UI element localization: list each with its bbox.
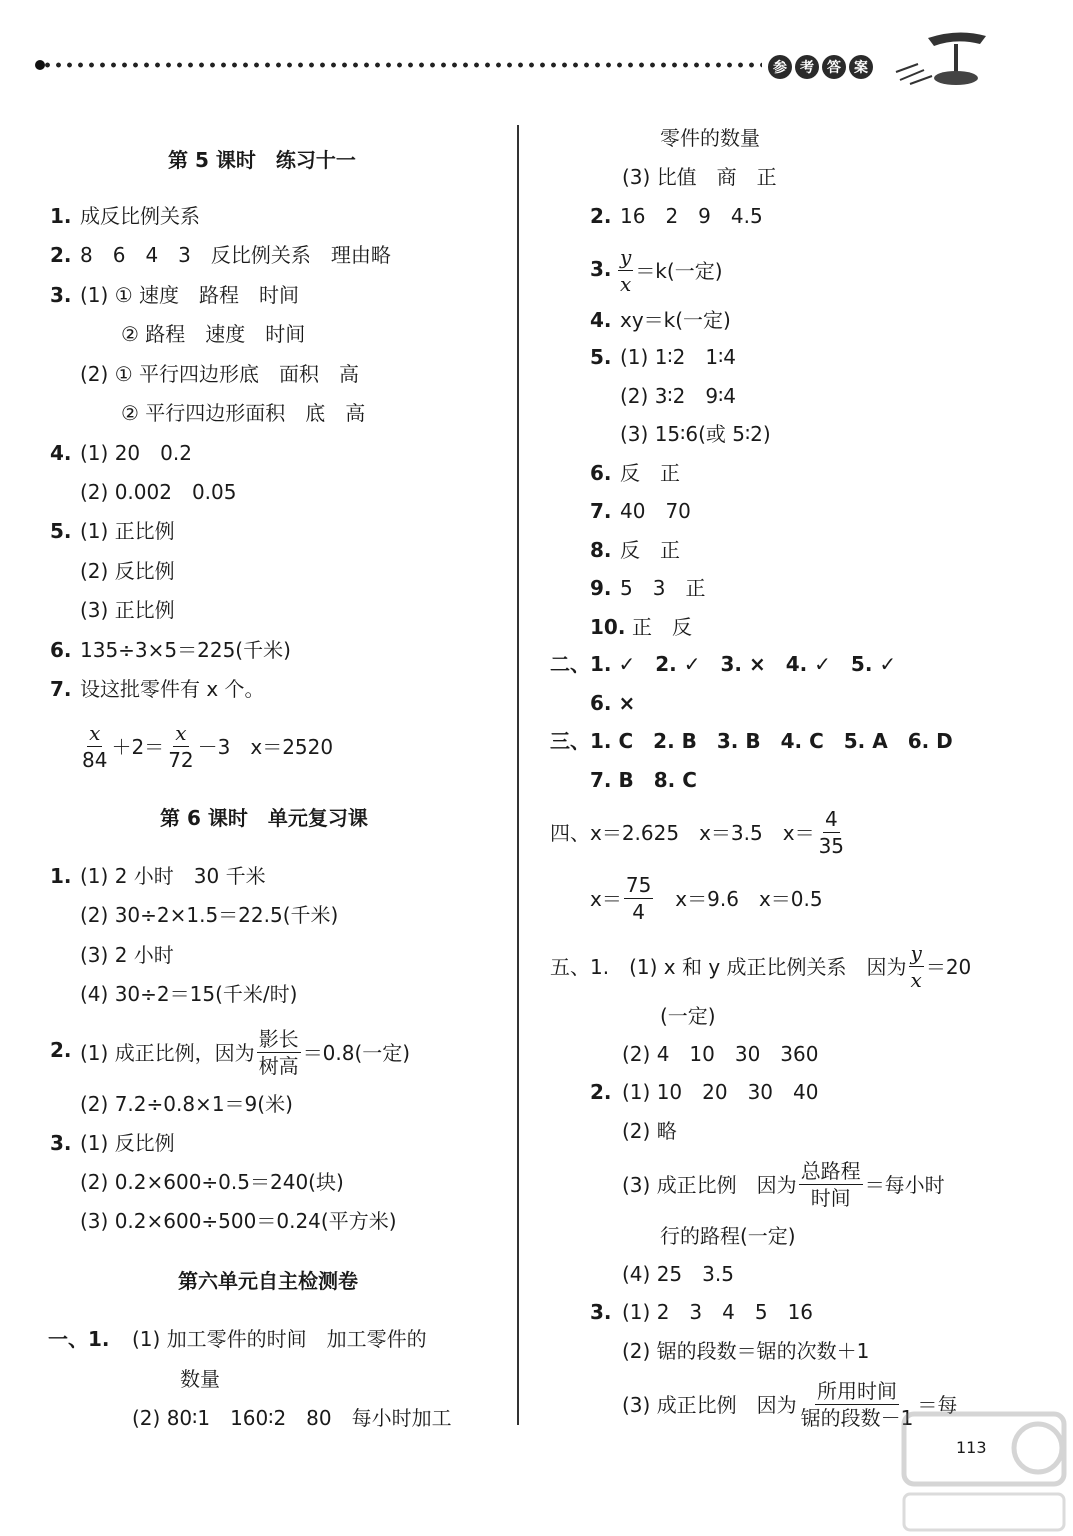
- q2-answer: 8 6 4 3 反比例关系 理由略: [80, 243, 391, 267]
- part5-q1-pre: 五、1. (1) x 和 y 成正比例关系 因为: [550, 954, 907, 979]
- r3-answer-a: (1) 反比例: [80, 1131, 175, 1155]
- rq10-answer: 正 反: [632, 615, 692, 639]
- q3-answer-c: (2) ① 平行四边形底 面积 高: [80, 362, 359, 386]
- part5-q2-frac-den: 时间: [810, 1186, 851, 1210]
- q3-answer-b: ② 路程 速度 时间: [121, 322, 306, 346]
- part5-q2-answer-e: (4) 25 3.5: [622, 1262, 734, 1286]
- part3-answers-b: 7. B 8. C: [590, 768, 697, 792]
- r1-answer-c: (3) 2 小时: [80, 943, 174, 967]
- rq5-answer-a: (1) 1∶2 1∶4: [620, 345, 736, 369]
- part5-q3-frac-den: 锯的段数－1: [800, 1406, 914, 1430]
- part5-q2-answer-b: (2) 略: [622, 1119, 677, 1143]
- rq3-post: ＝k(一定): [635, 258, 723, 283]
- rq4-answer: xy＝k(一定): [620, 308, 731, 332]
- part1-number: 一、1.: [48, 1327, 110, 1351]
- rq3-number: 3.: [590, 257, 612, 281]
- rq2-answer: 16 2 9 4.5: [620, 204, 763, 228]
- part5-q3-number: 3.: [590, 1300, 612, 1324]
- part5-q1-post: ＝20: [925, 954, 972, 979]
- q7-answer: 设这批零件有 x 个。: [80, 677, 265, 701]
- part5-q2-frac-num: 总路程: [800, 1159, 861, 1183]
- rq9-answer: 5 3 正: [620, 576, 706, 600]
- part5-q3-c-pre: (3) 成正比例 因为: [622, 1392, 797, 1417]
- q2-number: 2.: [50, 243, 72, 267]
- part5-q1-answer-a: [550, 942, 971, 991]
- q5-answer-b: (2) 反比例: [80, 559, 175, 583]
- q7-frac2-den: 72: [168, 748, 194, 772]
- rq3-frac-num: y: [620, 245, 632, 269]
- r3-answer-c: (3) 0.2×600÷500＝0.24(平方米): [80, 1209, 397, 1233]
- q4-number: 4.: [50, 441, 72, 465]
- header-badge-4: 案: [849, 55, 873, 79]
- r2-answer-b: (2) 7.2÷0.8×1＝9(米): [80, 1092, 293, 1116]
- part5-q1-answer-c: (2) 4 10 30 360: [622, 1042, 819, 1066]
- q1-answer: 成反比例关系: [80, 204, 200, 228]
- part5-q2-c-pre: (3) 成正比例 因为: [622, 1172, 797, 1197]
- part5-q2-answer-a: (1) 10 20 30 40: [622, 1080, 819, 1104]
- r2-a-pre: (1) 成正比例，因为: [80, 1040, 255, 1065]
- section-title-unit6-test: 第六单元自主检测卷: [178, 1269, 358, 1293]
- part2-answers-b: 6. ×: [590, 691, 636, 715]
- q1-number: 1.: [50, 204, 72, 228]
- part5-q2-answer-d: 行的路程(一定): [660, 1224, 796, 1248]
- part1-answer-b: 数量: [180, 1367, 220, 1391]
- r2-frac-num: 影长: [258, 1027, 299, 1051]
- part4-a-frac-den: 35: [818, 834, 845, 858]
- part5-q3-answer-a: (1) 2 3 4 5 16: [622, 1300, 814, 1324]
- part4-b-frac-den: 4: [632, 900, 645, 924]
- q5-answer-a: (1) 正比例: [80, 519, 175, 543]
- header-dotted-rule: [42, 61, 762, 69]
- rq4-number: 4.: [590, 308, 612, 332]
- part5-q1-frac-num: y: [910, 941, 922, 965]
- q7-number: 7.: [50, 677, 72, 701]
- part4-answers-b: [590, 874, 823, 923]
- q5-number: 5.: [50, 519, 72, 543]
- part4-b-pre: x＝: [590, 886, 622, 911]
- q6-answer: 135÷3×5＝225(千米): [80, 638, 291, 662]
- page-number: 113: [956, 1438, 987, 1457]
- part4-a-pre: 四、x＝2.625 x＝3.5 x＝: [550, 820, 815, 845]
- rq7-number: 7.: [590, 499, 612, 523]
- column-divider: [517, 125, 519, 1425]
- q4-answer-b: (2) 0.002 0.05: [80, 480, 237, 504]
- watermark-logo-icon: [898, 1408, 1073, 1536]
- rq6-number: 6.: [590, 461, 612, 485]
- part5-q3-frac-num: 所用时间: [817, 1379, 898, 1403]
- part5-q1-frac-den: x: [910, 968, 922, 992]
- desk-lamp-icon: [888, 22, 998, 92]
- part4-b-frac-num: 75: [625, 873, 652, 897]
- q7-frac2-num: x: [175, 721, 187, 745]
- part5-q3-c-post: ＝每: [917, 1392, 958, 1417]
- q7-eq-mid: ＋2＝: [111, 734, 165, 759]
- part4-a-frac-num: 4: [824, 807, 838, 831]
- q3-number: 3.: [50, 283, 72, 307]
- rq5-answer-b: (2) 3∶2 9∶4: [620, 384, 736, 408]
- q7-frac1-den: 84: [82, 748, 108, 772]
- q7-equation: [78, 722, 333, 771]
- part5-q3-answer-b: (2) 锯的段数＝锯的次数＋1: [622, 1339, 870, 1363]
- q3-answer-d: ② 平行四边形面积 底 高: [121, 401, 366, 425]
- rq7-answer: 40 70: [620, 499, 691, 523]
- rq9-number: 9.: [590, 576, 612, 600]
- rq8-answer: 反 正: [620, 538, 680, 562]
- r3-answer-b: (2) 0.2×600÷0.5＝240(块): [80, 1170, 344, 1194]
- r2-answer-a: [80, 1028, 410, 1077]
- r1-number: 1.: [50, 864, 72, 888]
- section-title-lesson5: 第 5 课时 练习十一: [168, 148, 356, 172]
- part5-q2-c-post: ＝每小时: [864, 1172, 945, 1197]
- part1-answer-a: (1) 加工零件的时间 加工零件的: [132, 1327, 427, 1351]
- header-badge-2: 考: [795, 55, 819, 79]
- right-continuation-2: (3) 比值 商 正: [622, 165, 777, 189]
- part4-b-post: x＝9.6 x＝0.5: [655, 886, 823, 911]
- header-badge-3: 答: [822, 55, 846, 79]
- r1-answer-d: (4) 30÷2＝15(千米/时): [80, 982, 298, 1006]
- part5-q2-number: 2.: [590, 1080, 612, 1104]
- r3-number: 3.: [50, 1131, 72, 1155]
- right-continuation-1: 零件的数量: [660, 126, 760, 150]
- header-badge-1: 参: [768, 55, 792, 79]
- q5-answer-c: (3) 正比例: [80, 598, 175, 622]
- q4-answer-a: (1) 20 0.2: [80, 441, 192, 465]
- part5-q1-answer-b: (一定): [660, 1004, 716, 1028]
- part4-answers-a: [550, 808, 848, 857]
- rq5-number: 5.: [590, 345, 612, 369]
- q6-number: 6.: [50, 638, 72, 662]
- r2-number: 2.: [50, 1038, 72, 1062]
- r2-frac-den: 树高: [258, 1054, 299, 1078]
- rq2-number: 2.: [590, 204, 612, 228]
- rq3-answer: [616, 246, 723, 295]
- q7-eq-end: －3 x＝2520: [197, 734, 334, 759]
- rq10-number: 10.: [590, 615, 626, 639]
- r1-answer-a: (1) 2 小时 30 千米: [80, 864, 266, 888]
- r1-answer-b: (2) 30÷2×1.5＝22.5(千米): [80, 903, 339, 927]
- rq5-answer-c: (3) 15∶6(或 5∶2): [620, 422, 771, 446]
- rq3-frac-den: x: [620, 272, 632, 296]
- q7-frac1-num: x: [89, 721, 101, 745]
- part5-q2-answer-c: [622, 1160, 945, 1209]
- rq6-answer: 反 正: [620, 461, 680, 485]
- r2-a-post: ＝0.8(一定): [302, 1040, 411, 1065]
- part3-answers-a: 三、1. C 2. B 3. B 4. C 5. A 6. D: [550, 729, 953, 753]
- rq8-number: 8.: [590, 538, 612, 562]
- part2-answers-a: 二、1. ✓ 2. ✓ 3. × 4. ✓ 5. ✓: [550, 652, 897, 676]
- part1-answer-c: (2) 80∶1 160∶2 80 每小时加工: [132, 1406, 452, 1430]
- section-title-lesson6: 第 6 课时 单元复习课: [160, 806, 368, 830]
- q3-answer-a: (1) ① 速度 路程 时间: [80, 283, 299, 307]
